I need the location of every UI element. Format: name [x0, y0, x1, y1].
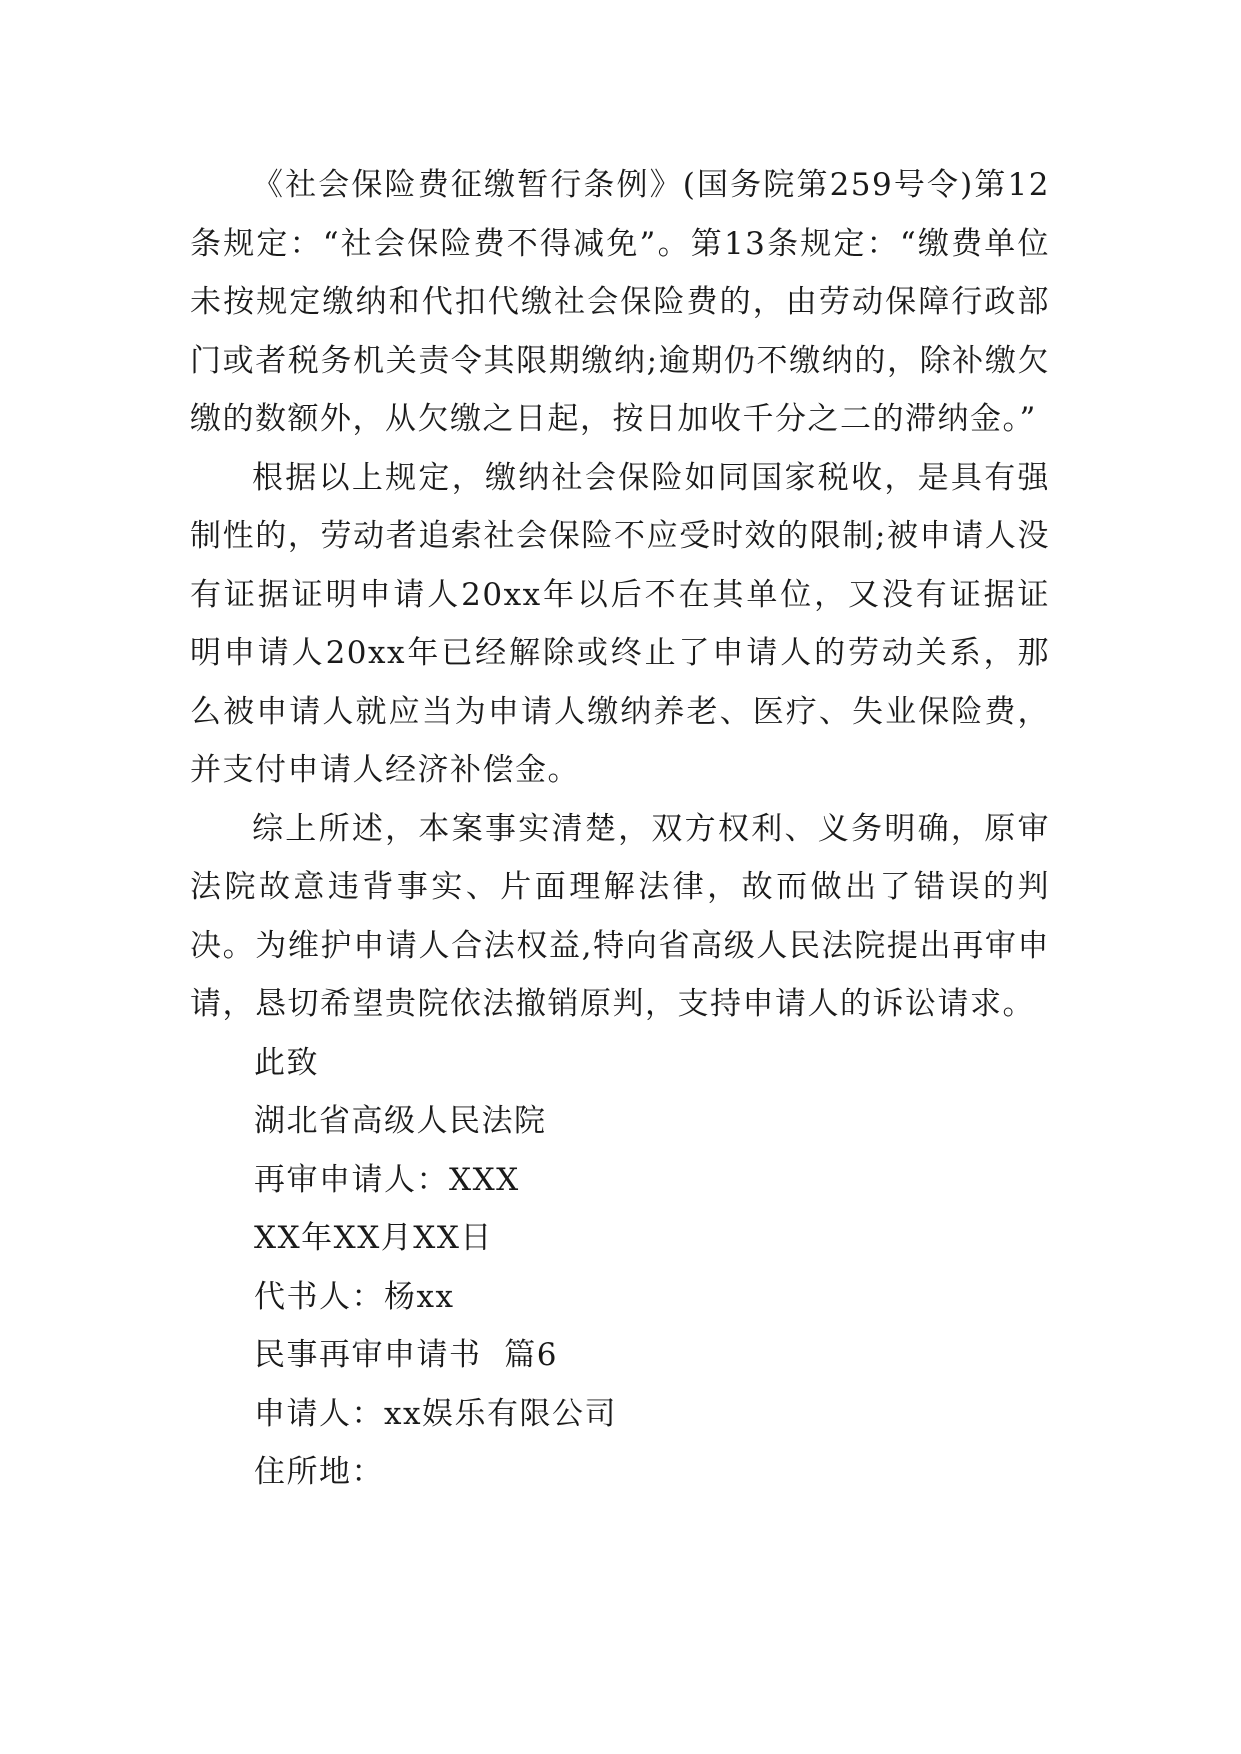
section-heading: 民事再审申请书 篇6: [254, 1337, 558, 1373]
document-page: [190, 156, 1050, 1502]
addressee-court: 湖北省高级人民法院: [254, 1103, 547, 1139]
applicant-signature: 再审申请人：XXX: [254, 1161, 520, 1198]
salutation: 此致: [254, 1044, 319, 1081]
applicant-line: 申请人：xx娱乐有限公司: [254, 1395, 617, 1432]
paragraph-argument: 根据以上规定，缴纳社会保险如同国家税收，是具有强制性的，劳动者追索社会保险不应受时效的限制;被申请人没有证据证明申请人20xx年以后不在其单位，又没有证据证明申请人20xx年已经解除或终止了申请人的劳动关系，那么被申请人就应当为申请人缴纳养老、医疗、失业保险费，并支付申请人经济补偿金。: [190, 459, 1050, 788]
signature-date: XX年XX月XX日: [254, 1220, 493, 1256]
scribe-line: 代书人：杨xx: [254, 1278, 455, 1315]
paragraph-conclusion: 综上所述，本案事实清楚，双方权利、义务明确，原审法院故意违背事实、片面理解法律，故而做出了错误的判决。为维护申请人合法权益,特向省高级人民法院提出再审申请，恳切希望贵院依法撤销原判，支持申请人的诉讼请求。: [190, 810, 1050, 1022]
paragraph-regulation-citation: 《社会保险费征缴暂行条例》(国务院第259号令)第12条规定：“社会保险费不得减免”。第13条规定：“缴费单位未按规定缴纳和代扣代缴社会保险费的，由劳动保障行政部门或者税务机关责令其限期缴纳;逾期仍不缴纳的，除补缴欠缴的数额外，从欠缴之日起，按日加收千分之二的滞纳金。”: [190, 167, 1050, 437]
address-label: 住所地：: [254, 1454, 384, 1490]
